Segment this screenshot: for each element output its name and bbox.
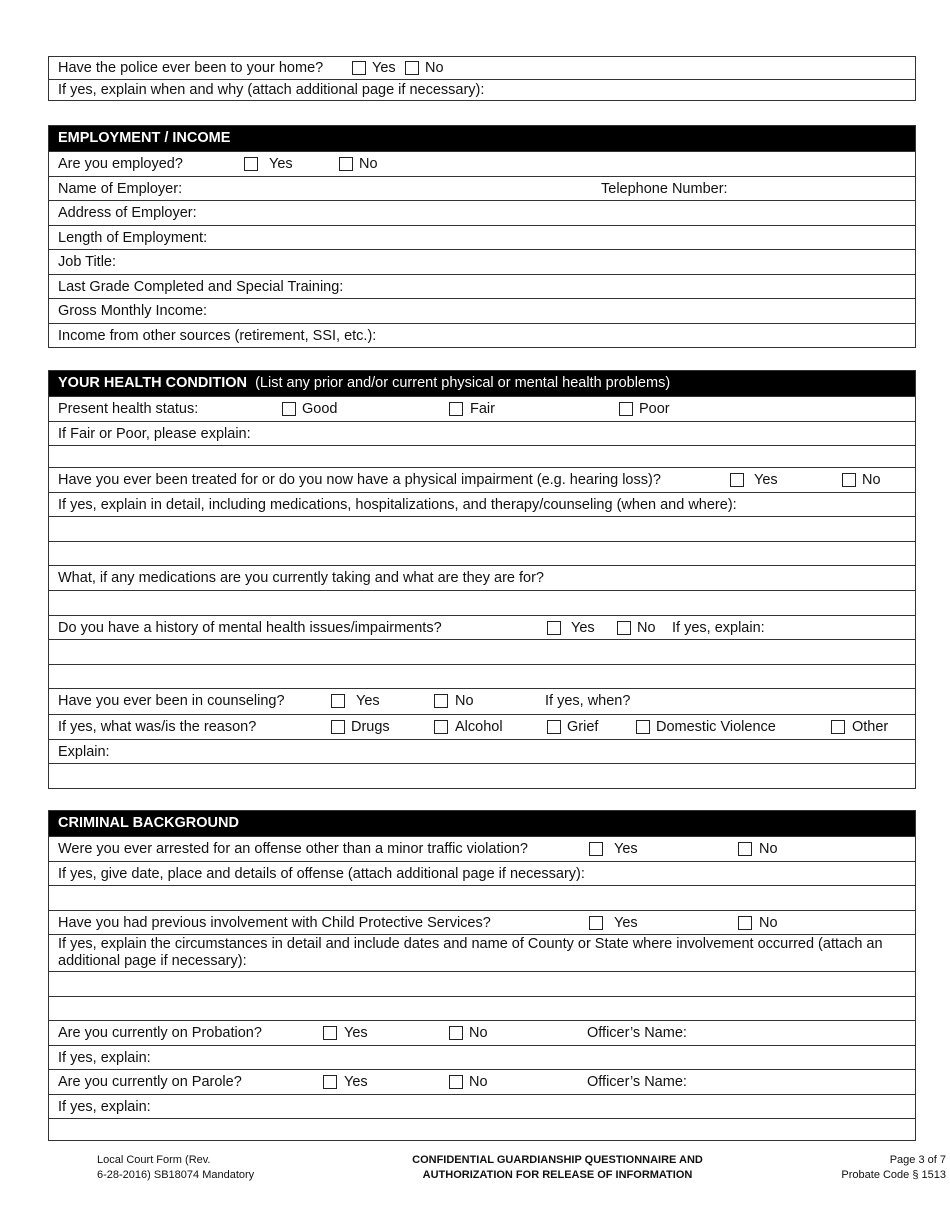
counseling-explain-row[interactable]: Explain: [49,739,915,764]
arrest-explain-row[interactable]: If yes, give date, place and details of offense (attach additional page if necessary): [49,861,915,886]
probation-explain-row[interactable]: If yes, explain: [49,1045,915,1070]
mental-health-row: Do you have a history of mental health issues/impairments? Yes No If yes, explain: [49,615,915,640]
blank-line[interactable] [49,639,915,664]
reason-other-checkbox[interactable] [831,720,845,734]
police-yes-checkbox[interactable] [352,61,366,75]
blank-line[interactable] [49,664,915,689]
health-fair-checkbox[interactable] [449,402,463,416]
probation-row: Are you currently on Probation? Yes No Officer’s Name: [49,1020,915,1045]
parole-row: Are you currently on Parole? Yes No Officer’s Name: [49,1069,915,1094]
criminal-header: CRIMINAL BACKGROUND [49,811,915,836]
other-income-row[interactable]: Income from other sources (retirement, SSI, etc.): [49,323,915,348]
police-no-checkbox[interactable] [405,61,419,75]
reason-grief-checkbox[interactable] [547,720,561,734]
blank-line[interactable] [49,541,915,566]
employed-yes-checkbox[interactable] [244,157,258,171]
police-row: Have the police ever been to your home? Yes No [58,60,444,76]
employer-row[interactable]: Name of Employer: Telephone Number: [49,176,915,201]
blank-line[interactable] [49,971,915,996]
footer-page-info: Page 3 of 7 Probate Code § 1513 [841,1154,946,1181]
police-explain-label: If yes, explain when and why (attach additional page if necessary): [58,82,485,98]
cps-yes-checkbox[interactable] [589,916,603,930]
health-good-checkbox[interactable] [282,402,296,416]
mental-yes-checkbox[interactable] [547,621,561,635]
job-title-row[interactable]: Job Title: [49,249,915,274]
cps-explain-row[interactable]: If yes, explain the circumstances in detail and include dates and name of County or State where involvement occurred (attach an additional page if necessary): [49,934,915,971]
blank-line[interactable] [49,590,915,615]
reason-dv-checkbox[interactable] [636,720,650,734]
criminal-table [48,810,916,1141]
footer-form-info: Local Court Form (Rev. 6-28-2016) SB18074 Mandatory [97,1154,255,1181]
parole-yes-checkbox[interactable] [323,1075,337,1089]
medications-row[interactable]: What, if any medications are you currently taking and what are they are for? [49,565,915,590]
mental-no-checkbox[interactable] [617,621,631,635]
blank-line[interactable] [49,516,915,541]
employment-header: EMPLOYMENT / INCOME [49,126,915,151]
police-table [48,56,916,101]
blank-line[interactable] [49,885,915,910]
arrest-yes-checkbox[interactable] [589,842,603,856]
health-table [48,370,916,789]
counseling-no-checkbox[interactable] [434,694,448,708]
probation-yes-checkbox[interactable] [323,1026,337,1040]
employment-table [48,125,916,348]
counseling-reason-row: If yes, what was/is the reason? Drugs Alcohol Grief Domestic Violence Other [49,714,915,739]
blank-line[interactable] [49,445,915,467]
impairment-yes-checkbox[interactable] [730,473,744,487]
police-explain-row[interactable] [49,79,915,100]
gross-income-row[interactable]: Gross Monthly Income: [49,298,915,323]
footer-title: CONFIDENTIAL GUARDIANSHIP QUESTIONNAIRE AND AUTHORIZATION FOR RELEASE OF INFORMATION [412,1154,703,1181]
impairment-row: Have you ever been treated for or do you now have a physical impairment (e.g. hearing loss)? Yes No [49,467,915,492]
employment-length-row[interactable]: Length of Employment: [49,225,915,250]
cps-no-checkbox[interactable] [738,916,752,930]
arrest-row: Were you ever arrested for an offense other than a minor traffic violation? Yes No [49,836,915,861]
police-question: Have the police ever been to your home? [58,60,324,76]
parole-explain-row[interactable]: If yes, explain: [49,1094,915,1119]
health-poor-checkbox[interactable] [619,402,633,416]
grade-row[interactable]: Last Grade Completed and Special Training: [49,274,915,299]
reason-drugs-checkbox[interactable] [331,720,345,734]
counseling-row: Have you ever been in counseling? Yes No If yes, when? [49,688,915,714]
reason-alcohol-checkbox[interactable] [434,720,448,734]
employer-address-row[interactable]: Address of Employer: [49,200,915,225]
arrest-no-checkbox[interactable] [738,842,752,856]
fair-poor-explain-row[interactable]: If Fair or Poor, please explain: [49,421,915,446]
health-header: YOUR HEALTH CONDITION (List any prior and/or current physical or mental health problems) [49,371,915,396]
impairment-explain-row[interactable]: If yes, explain in detail, including medications, hospitalizations, and therapy/counseling (when and where): [49,492,915,517]
blank-line[interactable] [49,996,915,1021]
cps-row: Have you had previous involvement with Child Protective Services? Yes No [49,910,915,935]
blank-line[interactable] [49,1118,915,1140]
health-status-row: Present health status: Good Fair Poor [49,396,915,421]
blank-line[interactable] [49,763,915,788]
probation-no-checkbox[interactable] [449,1026,463,1040]
employed-row: Are you employed? Yes No [49,151,915,176]
counseling-yes-checkbox[interactable] [331,694,345,708]
impairment-no-checkbox[interactable] [842,473,856,487]
parole-no-checkbox[interactable] [449,1075,463,1089]
employed-no-checkbox[interactable] [339,157,353,171]
